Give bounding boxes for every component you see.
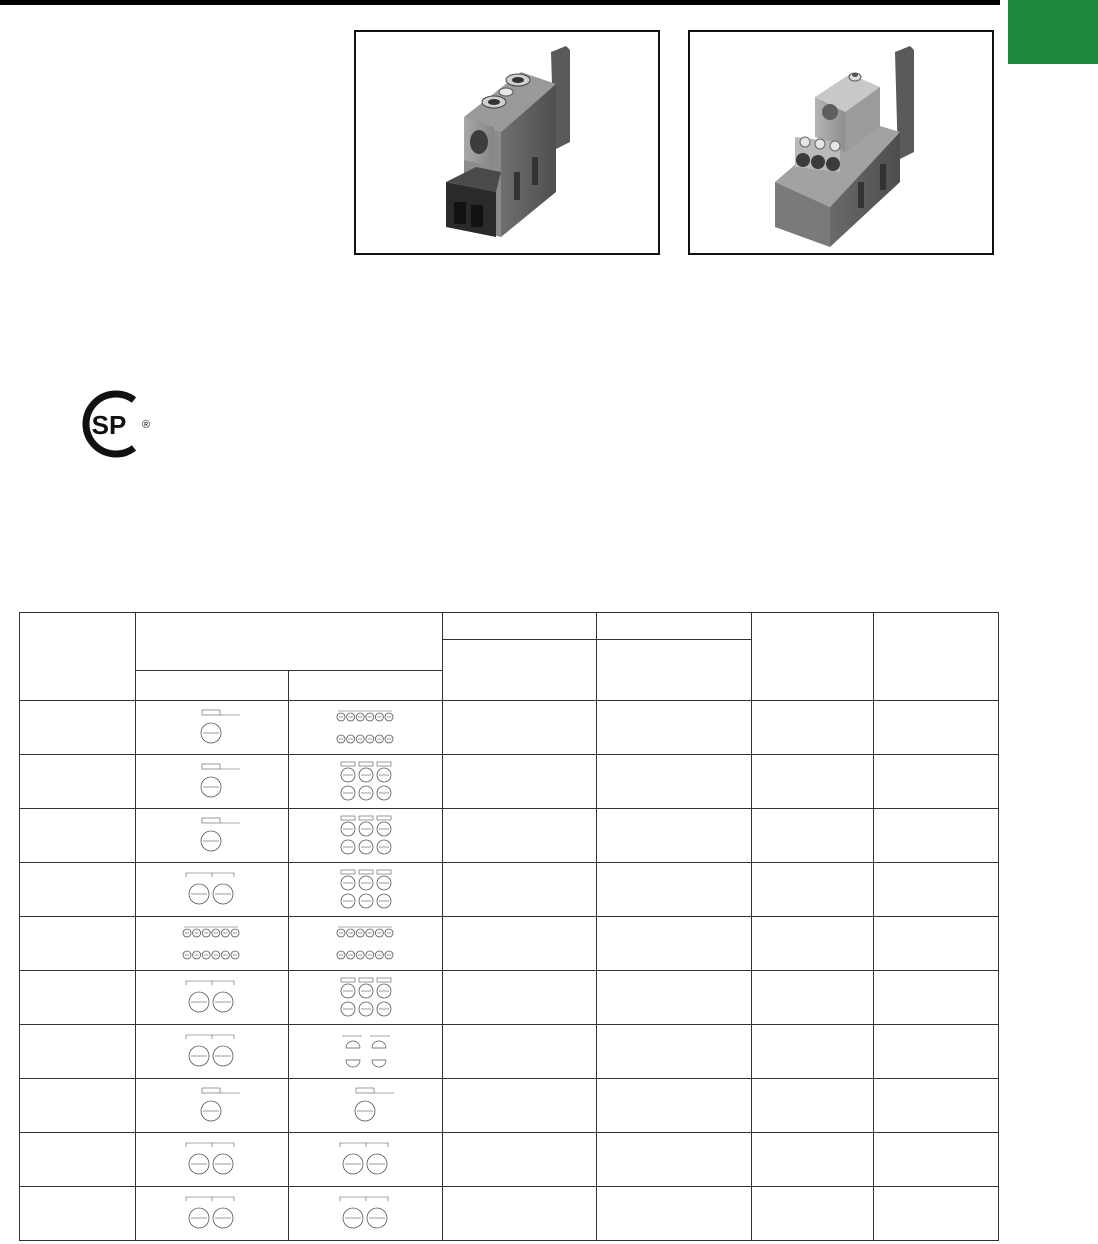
spec-cell-4 [597, 1079, 752, 1133]
catalog-cell [20, 755, 136, 809]
catalog-cell [20, 1079, 136, 1133]
catalog-cell [20, 1187, 136, 1241]
catalog-cell [20, 917, 136, 971]
spec-cell-6 [874, 809, 999, 863]
catalog-cell [20, 863, 136, 917]
spec-cell-5 [752, 1079, 874, 1133]
spec-cell-4 [597, 701, 752, 755]
spec-cell-3 [443, 701, 597, 755]
wiring-diagram-icon [182, 706, 242, 750]
header-secondary [289, 671, 443, 701]
spec-cell-5 [752, 755, 874, 809]
csa-mark-text: SP [91, 410, 127, 440]
primary-diagram-cell [136, 1187, 289, 1241]
spec-cell-6 [874, 1025, 999, 1079]
wiring-diagram-icon [336, 1030, 396, 1074]
table-row [20, 1187, 999, 1241]
wiring-diagram-icon [182, 1138, 242, 1182]
secondary-diagram-cell [289, 1133, 443, 1187]
spec-cell-4 [597, 1025, 752, 1079]
wiring-diagram-icon [336, 706, 396, 750]
secondary-diagram-cell [289, 917, 443, 971]
spec-cell-5 [752, 1133, 874, 1187]
spec-cell-3 [443, 1133, 597, 1187]
header-connections [136, 613, 443, 671]
spec-cell-5 [752, 863, 874, 917]
primary-diagram-cell [136, 863, 289, 917]
table-row [20, 755, 999, 809]
spec-cell-3 [443, 809, 597, 863]
header-col-3 [443, 613, 597, 640]
header-sub-3 [443, 640, 597, 701]
primary-diagram-cell [136, 1025, 289, 1079]
power-distribution-block-photo-right [688, 30, 994, 255]
spec-cell-6 [874, 1133, 999, 1187]
spec-cell-6 [874, 863, 999, 917]
top-rule [0, 0, 1000, 5]
header-catalog [20, 613, 136, 701]
wiring-diagram-icon [336, 1192, 396, 1236]
wiring-diagram-icon [182, 868, 242, 912]
wiring-diagram-icon [182, 1030, 242, 1074]
spec-cell-6 [874, 755, 999, 809]
spec-cell-3 [443, 1187, 597, 1241]
table-row [20, 917, 999, 971]
wiring-diagram-icon [182, 760, 242, 804]
catalog-cell [20, 809, 136, 863]
spec-cell-4 [597, 971, 752, 1025]
table-row [20, 1079, 999, 1133]
header-primary [136, 671, 289, 701]
secondary-diagram-cell [289, 1025, 443, 1079]
spec-cell-3 [443, 917, 597, 971]
primary-diagram-cell [136, 917, 289, 971]
primary-diagram-cell [136, 971, 289, 1025]
table-row [20, 701, 999, 755]
spec-cell-6 [874, 917, 999, 971]
wiring-diagram-icon [182, 814, 242, 858]
spec-cell-5 [752, 917, 874, 971]
spec-cell-4 [597, 809, 752, 863]
primary-diagram-cell [136, 1079, 289, 1133]
secondary-diagram-cell [289, 701, 443, 755]
registered-mark: ® [141, 419, 151, 431]
spec-cell-5 [752, 809, 874, 863]
header-col-4 [597, 613, 752, 640]
csa-certification-icon [76, 390, 156, 465]
wiring-diagram-icon [336, 814, 396, 858]
wiring-diagram-icon [336, 976, 396, 1020]
secondary-diagram-cell [289, 971, 443, 1025]
product-spec-table [19, 612, 999, 1241]
catalog-cell [20, 701, 136, 755]
wiring-diagram-icon [182, 922, 242, 966]
spec-cell-6 [874, 1079, 999, 1133]
wiring-diagram-icon [182, 1192, 242, 1236]
header-col-6 [874, 613, 999, 701]
power-distribution-block-photo-left [354, 30, 660, 255]
spec-cell-4 [597, 1133, 752, 1187]
secondary-diagram-cell [289, 809, 443, 863]
spec-cell-6 [874, 1187, 999, 1241]
spec-cell-4 [597, 755, 752, 809]
header-sub-4 [597, 640, 752, 701]
table-row [20, 1133, 999, 1187]
spec-cell-5 [752, 701, 874, 755]
wiring-diagram-icon [182, 976, 242, 1020]
wiring-diagram-icon [182, 1084, 242, 1128]
wiring-diagram-icon [336, 1138, 396, 1182]
secondary-diagram-cell [289, 1079, 443, 1133]
wiring-diagram-icon [336, 922, 396, 966]
wiring-diagram-icon [336, 868, 396, 912]
secondary-diagram-cell [289, 755, 443, 809]
primary-diagram-cell [136, 755, 289, 809]
spec-cell-3 [443, 1079, 597, 1133]
table-row [20, 863, 999, 917]
spec-cell-5 [752, 1187, 874, 1241]
spec-cell-4 [597, 1187, 752, 1241]
spec-cell-5 [752, 971, 874, 1025]
wiring-diagram-icon [336, 1084, 396, 1128]
secondary-diagram-cell [289, 863, 443, 917]
primary-diagram-cell [136, 701, 289, 755]
spec-cell-3 [443, 971, 597, 1025]
spec-cell-3 [443, 863, 597, 917]
table-row [20, 971, 999, 1025]
spec-cell-6 [874, 971, 999, 1025]
spec-cell-5 [752, 1025, 874, 1079]
header-col-5 [752, 613, 874, 701]
secondary-diagram-cell [289, 1187, 443, 1241]
spec-cell-3 [443, 755, 597, 809]
catalog-cell [20, 971, 136, 1025]
table-row [20, 809, 999, 863]
spec-cell-4 [597, 863, 752, 917]
wiring-diagram-icon [336, 760, 396, 804]
table-row [20, 1025, 999, 1079]
spec-cell-3 [443, 1025, 597, 1079]
primary-diagram-cell [136, 1133, 289, 1187]
primary-diagram-cell [136, 809, 289, 863]
spec-cell-6 [874, 701, 999, 755]
catalog-cell [20, 1025, 136, 1079]
spec-cell-4 [597, 917, 752, 971]
section-tab [1008, 0, 1098, 64]
catalog-cell [20, 1133, 136, 1187]
